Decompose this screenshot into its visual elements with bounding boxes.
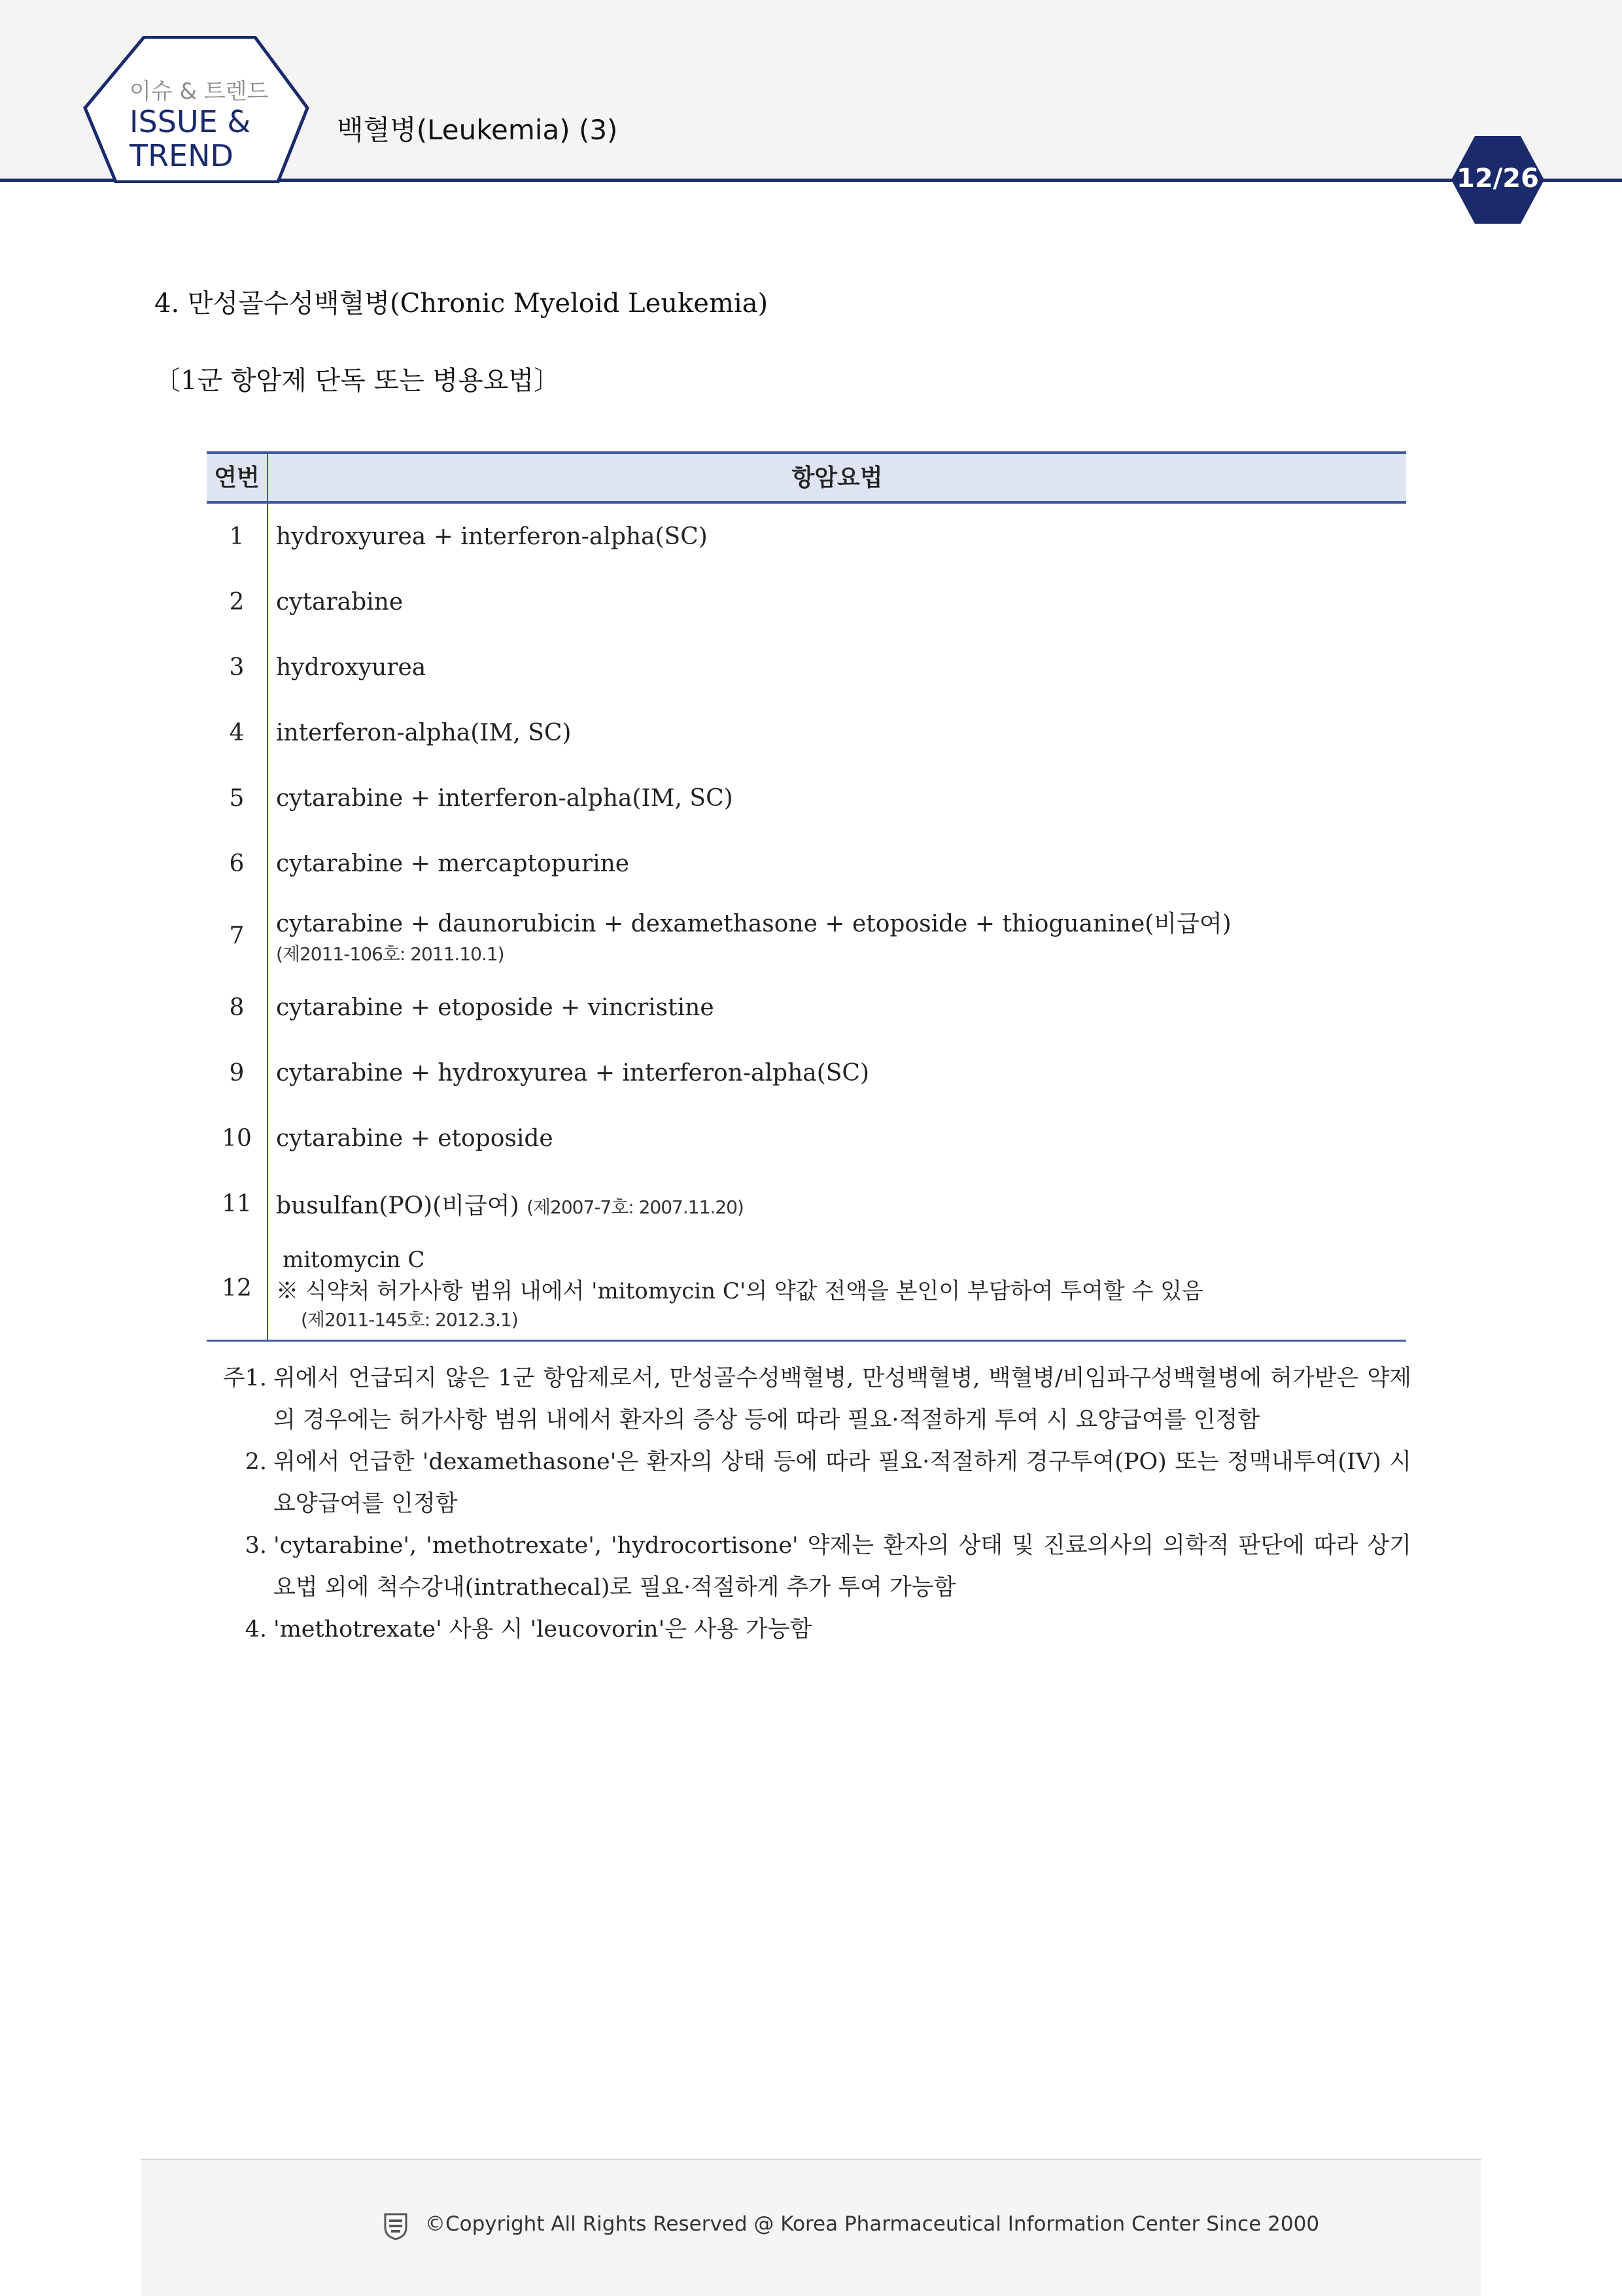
badge-big-line-1: ISSUE & [129,104,251,139]
regimen-text: busulfan(PO)(비급여) [276,1192,519,1219]
footnote-text: 'methotrexate' 사용 시 'leucovorin'은 사용 가능함 [273,1616,812,1643]
table-row [207,831,1406,896]
footnote-item [208,1525,1411,1609]
regimen-notice: (제2011-145호: 2012.3.1) [301,1309,518,1331]
row-regimen [267,1187,1406,1221]
footnote-item [208,1441,1411,1525]
kpic-shield-icon [383,2212,409,2240]
row-regimen: hydroxyurea [276,653,426,681]
row-regimen: cytarabine [276,588,404,616]
row-number: 1 [229,523,245,550]
regimen-notice: (제2007-7호: 2007.11.20) [526,1196,744,1218]
row-number: 12 [222,1274,252,1302]
row-regimen [267,905,1406,966]
table-row [207,1040,1406,1105]
table-row [207,635,1406,700]
regimen-notice: (제2011-106호: 2011.10.1) [276,943,504,965]
footnote-mark: 2. [245,1449,267,1475]
row-number: 2 [229,588,245,616]
regimen-remark: ※ 식약처 허가사항 범위 내에서 'mitomycin C'의 약값 전액을 본인이 부담하여 투여할 수 있음 [276,1278,1203,1304]
table-row [207,896,1406,975]
row-number: 6 [229,850,245,877]
regimen-text: mitomycin C [283,1247,425,1273]
table-row [207,569,1406,635]
table-row [207,1236,1406,1340]
row-number: 4 [229,719,245,746]
table-row [207,700,1406,765]
row-regimen: cytarabine + hydroxyurea + interferon-alpha(SC) [276,1059,870,1087]
row-regimen: cytarabine + mercaptopurine [276,850,630,877]
row-regimen: hydroxyurea + interferon-alpha(SC) [276,523,708,550]
row-number: 11 [222,1190,252,1217]
badge-big-line-2: TREND [129,138,233,173]
footnote-mark: 3. [245,1533,267,1559]
footnote-mark: 4. [245,1616,267,1643]
table-row [207,504,1406,569]
column-divider [267,504,268,1340]
table-row [207,765,1406,831]
row-regimen: interferon-alpha(IM, SC) [276,719,572,746]
copyright-text: ©Copyright All Rights Reserved @ Korea Pharmaceutical Information Center Since 2000 [425,2212,1320,2236]
footnotes [208,1357,1411,1650]
regimen-table [207,451,1406,1342]
page-number: 12/26 [1457,164,1539,194]
row-number: 8 [229,994,245,1021]
table-row [207,1105,1406,1171]
row-number: 7 [229,922,245,949]
row-number: 9 [229,1059,245,1087]
sub-heading: 〔1군 항암제 단독 또는 병용요법〕 [154,366,560,396]
row-regimen: cytarabine + etoposide + vincristine [276,994,714,1021]
footnote-mark: 주1. [222,1365,267,1391]
regimen-text: cytarabine + daunorubicin + dexamethasone + etoposide + thioguanine(비급여) [276,910,1232,937]
row-number: 5 [229,784,245,812]
footnote-item [208,1609,1411,1650]
badge-big-text [129,105,250,173]
page-title: 백혈병(Leukemia) (3) [337,114,618,146]
row-regimen [267,1244,1406,1332]
footnote-text: 위에서 언급한 'dexamethasone'은 환자의 상태 등에 따라 필요·적절하게 경구투여(PO) 또는 정맥내투여(IV) 시 요양급여를 인정함 [273,1449,1411,1517]
footnote-text: 'cytarabine', 'methotrexate', 'hydrocortisone' 약제는 환자의 상태 및 진료의사의 의학적 판단에 따라 상기요법 외에 척수강내(intrathecal)로 필요·적절하게 추가 투여 가능함 [273,1533,1411,1601]
column-header-regimen: 항암요법 [791,464,883,491]
row-number: 3 [229,653,245,681]
column-header-no: 연번 [207,454,268,501]
section-heading: 4. 만성골수성백혈병(Chronic Myeloid Leukemia) [154,288,768,319]
row-regimen: cytarabine + etoposide [276,1124,553,1152]
table-row [207,975,1406,1040]
row-number: 10 [222,1124,252,1152]
table-header [207,451,1406,504]
badge-small-text: 이슈 & 트렌드 [129,78,269,105]
footnote-text: 위에서 언급되지 않은 1군 항암제로서, 만성골수성백혈병, 만성백혈병, 백혈병/비임파구성백혈병에 허가받은 약제의 경우에는 허가사항 범위 내에서 환자의 증상 등에 따라 필요·적절하게 투여 시 요양급여를 인정함 [273,1365,1411,1433]
table-body [207,504,1406,1342]
row-regimen: cytarabine + interferon-alpha(IM, SC) [276,784,733,812]
table-row [207,1171,1406,1236]
footnote-item [208,1357,1411,1441]
